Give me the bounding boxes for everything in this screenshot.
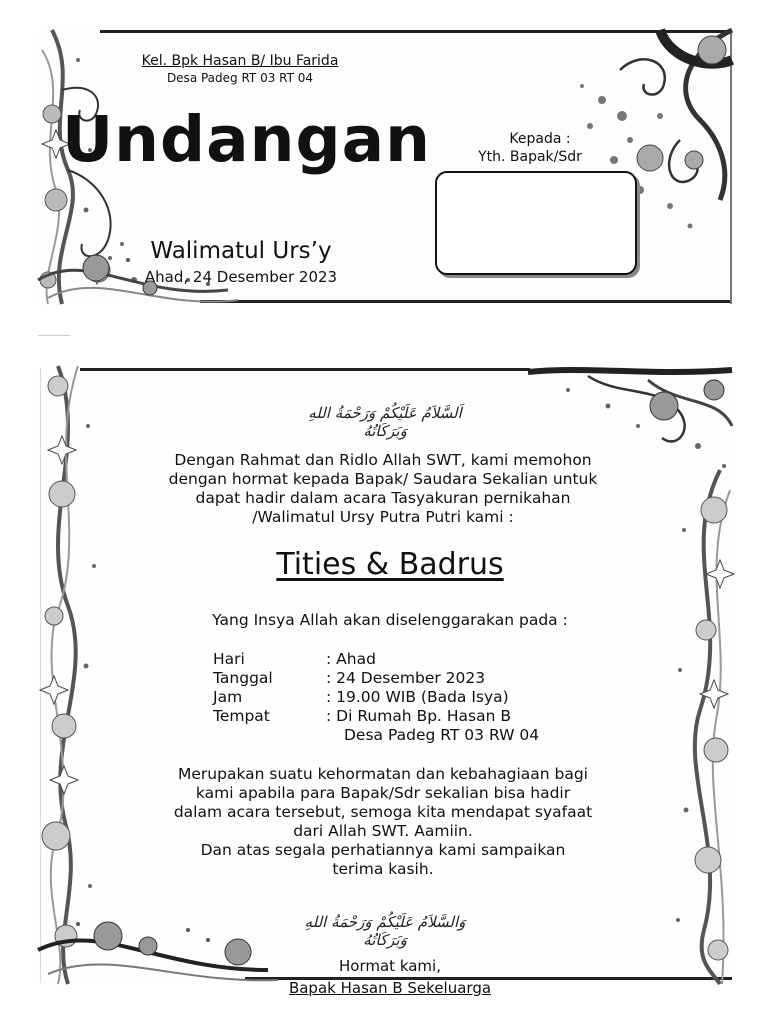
couple-names: Tities & Badrus: [276, 547, 504, 582]
invitation-left-floral-vine: [38, 366, 118, 984]
event-date: Ahad, 24 Desember 2023: [144, 268, 338, 286]
closing-line: dalam acara tersebut, semoga kita mendapat syafaat: [173, 803, 593, 821]
salam-opening-calligraphy: اَلسَّلاَمُ عَلَيْكُمْ وَرَحْمَةُ اللهِ وَبَرَكَاتُهُ: [308, 404, 462, 440]
closing-line: Dan atas segala perhatiannya kami sampaikan: [200, 841, 566, 859]
event-title: Walimatul Urs’y: [150, 238, 332, 264]
regards-label: Hormat kami,: [339, 957, 441, 975]
closing-paragraph: [118, 765, 648, 879]
invitation-main-title: Undangan: [62, 103, 431, 176]
schedule-label-place: Tempat: [213, 707, 270, 725]
invitation-bottom-left-ornament: [38, 900, 278, 984]
salam-closing-calligraphy: وَالسَّلاَمُ عَلَيْكُمْ وَرَحْمَةُ اللهِ وَبَرَكَاتُهُ: [304, 913, 466, 949]
envelope-bottom-rule: [200, 300, 732, 303]
schedule-value-place-address: Desa Padeg RT 03 RW 04: [344, 726, 540, 744]
intro-line: dengan hormat kepada Bapak/ Saudara Sekalian untuk: [168, 470, 598, 488]
schedule-label-time: Jam: [213, 688, 243, 706]
closing-line: dari Allah SWT. Aamiin.: [293, 822, 473, 840]
schedule-label-date: Tanggal: [213, 669, 273, 687]
signature: Bapak Hasan B Sekeluarga: [288, 979, 492, 997]
schedule-intro: Yang Insya Allah akan diselenggarakan pada :: [212, 611, 568, 629]
intro-line: Dengan Rahmat dan Ridlo Allah SWT, kami memohon: [174, 451, 592, 469]
family-address: Desa Padeg RT 03 RT 04: [166, 71, 314, 85]
schedule-value-time: : 19.00 WIB (Bada Isya): [326, 688, 509, 706]
closing-line: Merupakan suatu kehormatan dan kebahagiaan bagi: [178, 765, 588, 783]
intro-line: dapat hadir dalam acara Tasyakuran pernikahan: [195, 489, 571, 507]
recipient-label: Kepada :: [509, 131, 571, 147]
separator-dash: [38, 335, 70, 336]
intro-paragraph: [118, 451, 648, 527]
invitation-top-rule: [80, 368, 530, 371]
schedule-value-day: : Ahad: [326, 650, 376, 668]
closing-line: kami apabila para Bapak/Sdr sekalian bisa hadir: [195, 784, 571, 802]
family-name: Kel. Bpk Hasan B/ Ibu Farida: [141, 53, 339, 69]
closing-line: terima kasih.: [332, 860, 434, 878]
recipient-address-box[interactable]: [435, 171, 637, 275]
schedule-label-day: Hari: [213, 650, 245, 668]
recipient-salutation: Yth. Bapak/Sdr: [478, 149, 582, 165]
schedule-value-date: : 24 Desember 2023: [326, 669, 486, 687]
schedule-value-place: : Di Rumah Bp. Hasan B: [326, 707, 512, 725]
intro-line: /Walimatul Ursy Putra Putri kami :: [252, 508, 514, 526]
